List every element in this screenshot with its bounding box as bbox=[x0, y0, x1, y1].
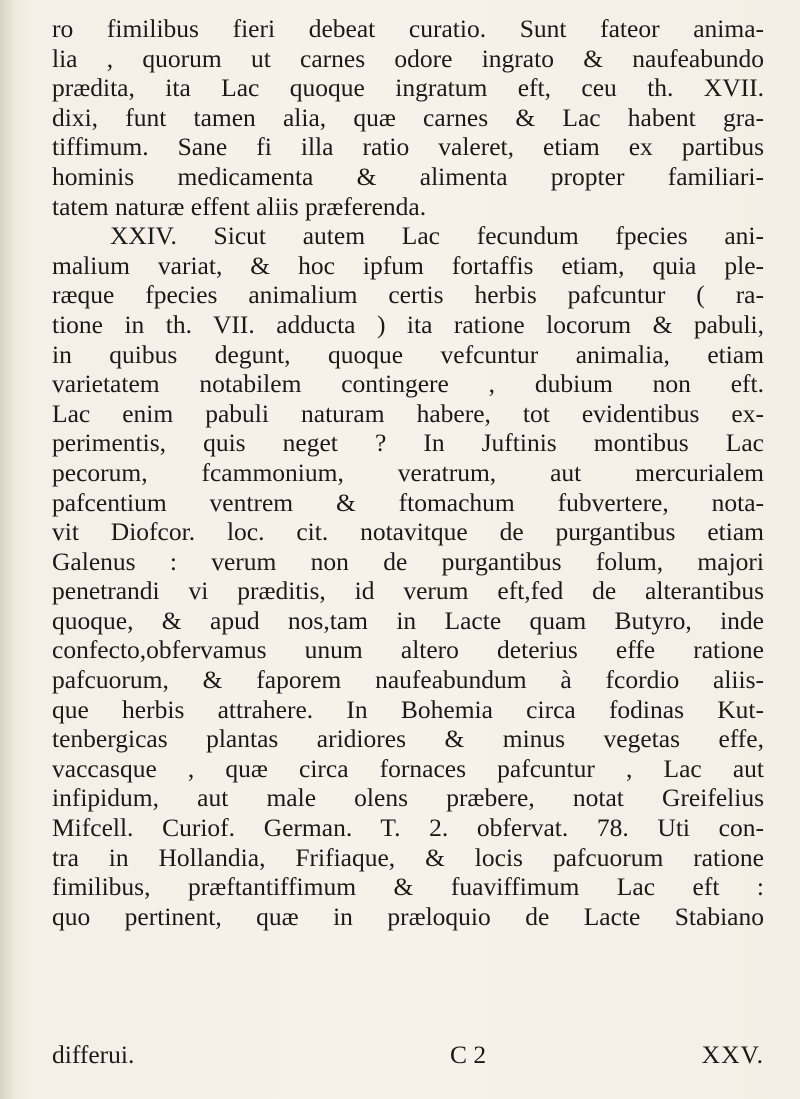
text-line: dixi, funt tamen alia, quæ carnes & Lac habent gra- bbox=[52, 102, 764, 132]
text-line: malium variat, & hoc ipfum fortaffis etiam, quia ple- bbox=[52, 250, 764, 280]
signature-mark: C 2 bbox=[450, 1040, 487, 1069]
text-line: varietatem notabilem contingere , dubium non eft. bbox=[52, 369, 764, 399]
text-line: tenbergicas plantas aridiores & minus vegetas effe, bbox=[52, 724, 764, 754]
text-line: tiffimum. Sane fi illa ratio valeret, etiam ex partibus bbox=[52, 132, 764, 162]
page-gutter bbox=[0, 0, 14, 1099]
text-line: infipidum, aut male olens præbere, notat Greifelius bbox=[52, 783, 764, 813]
text-line: quoque, & apud nos,tam in Lacte quam Butyro, inde bbox=[52, 605, 764, 635]
text-line: pafcentium ventrem & ftomachum fubvertere, nota- bbox=[52, 487, 764, 517]
text-line: Galenus : verum non de purgantibus folum, majori bbox=[52, 546, 764, 576]
text-line: hominis medicamenta & alimenta propter familiari- bbox=[52, 161, 764, 191]
text-line: penetrandi vi præditis, id verum eft,fed de alterantibus bbox=[52, 576, 764, 606]
text-line: confecto,obfervamus unum altero deterius effe ratione bbox=[52, 635, 764, 665]
text-line: quo pertinent, quæ in præloquio de Lacte Stabiano bbox=[52, 901, 764, 931]
body-text bbox=[52, 14, 764, 931]
text-line: perimentis, quis neget ? In Juftinis montibus Lac bbox=[52, 428, 764, 458]
catchword: XXV. bbox=[701, 1040, 764, 1069]
text-line: Mifcell. Curiof. German. T. 2. obfervat. 78. Uti con- bbox=[52, 813, 764, 843]
text-line: vit Diofcor. loc. cit. notavitque de purgantibus etiam bbox=[52, 517, 764, 547]
text-line: que herbis attrahere. In Bohemia circa fodinas Kut- bbox=[52, 694, 764, 724]
text-line: XXIV. Sicut autem Lac fecundum fpecies ani- bbox=[110, 221, 764, 251]
text-line: fimilibus, præftantiffimum & fuaviffimum Lac eft : bbox=[52, 872, 764, 902]
text-line: pecorum, fcammonium, veratrum, aut mercurialem bbox=[52, 457, 764, 487]
footer-catchword-left: differui. bbox=[52, 1040, 135, 1069]
text-line: vaccasque , quæ circa fornaces pafcuntur , Lac aut bbox=[52, 753, 764, 783]
text-line: ro fimilibus fieri debeat curatio. Sunt fateor anima- bbox=[52, 14, 764, 43]
text-line: prædita, ita Lac quoque ingratum eft, ceu th. XVII. bbox=[52, 73, 764, 103]
page-footer bbox=[52, 1040, 764, 1070]
text-line: pafcuorum, & faporem naufeabundum à fcordio aliis- bbox=[52, 665, 764, 695]
text-line: in quibus degunt, quoque vefcuntur animalia, etiam bbox=[52, 339, 764, 369]
text-line: tra in Hollandia, Frifiaque, & locis pafcuorum ratione bbox=[52, 842, 764, 872]
text-line: tione in th. VII. adducta ) ita ratione locorum & pabuli, bbox=[52, 309, 764, 339]
text-line: tatem naturæ effent aliis præferenda. bbox=[52, 191, 427, 221]
text-line: Lac enim pabuli naturam habere, tot evidentibus ex- bbox=[52, 398, 764, 428]
text-line: ræque fpecies animalium certis herbis pafcuntur ( ra- bbox=[52, 280, 764, 310]
text-line: lia , quorum ut carnes odore ingrato & naufeabundo bbox=[52, 43, 764, 73]
